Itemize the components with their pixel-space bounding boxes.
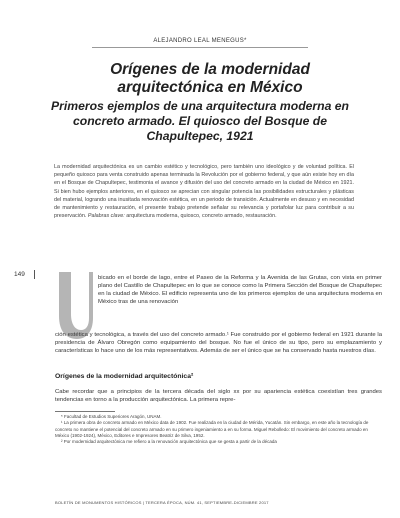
journal-footer: BOLETÍN DE MONUMENTOS HISTÓRICOS | TERCERA ÉPOCA, NÚM. 41, SEPTIEMBRE-DICIEMBRE 2017 — [55, 500, 269, 505]
drop-cap-letter — [55, 268, 93, 340]
author-divider — [92, 47, 308, 48]
abstract — [54, 163, 354, 220]
abstract-text: La modernidad arquitectónica es un cambio estético y tecnológico, pero también uno ideológico y de voluntad política. El pequeño quiosco para venta construido apenas terminada la Revolución por el gobierno federal, y que aún existe hoy en día en el Bosque de Chapultepec, testimonia el avance y difusión del uso del concreto armado en la ciudad de México en 1921. Si bien hubo ejemplos anteriores, en el quiosco se aprecian con singular potencia las posibilidades estructurales y plásticas del material, logrando una inusitada renovación estética, en un periodo de transición. Actualmente en desuso y en necesidad de mantenimiento y restauración, el presente trabajo pretende señalar su relevancia y portafolar luz para contribuir a su preservación. — [54, 164, 354, 220]
body-paragraph-1-continued: ción estética y tecnológica, a través del uso del concreto armado.¹ Fue construido por el gobierno federal en 1921 durante la presidencia de Álvaro Obregón como equipamiento del bosque. No fue el único de su tipo, pero su emplazamiento y características lo hace uno de los más representativos. Además de ser el único que se ha conservado hasta nuestros días. — [55, 332, 382, 355]
section-heading: Orígenes de la modernidad arquitectónica² — [55, 373, 194, 380]
footnote-item: ¹ La primera obra de concreto armado en México data de 1902. Fue realizada en la ciudad de Mérida, Yucatán. Sin embargo, en este año la tecnología de concreto no mantiene el potencial del concreto armado en su primero ingeniamiento a en su forma. Miguel Rebolledo: El movimiento del concreto armado en México (1902-1924), México, Editores e Impresores Beatriz de Silva, 1952. — [55, 420, 369, 438]
page-number: 149 — [14, 271, 25, 278]
footnote-divider — [55, 411, 115, 412]
footnote-item: * Facultad de Estudios Superiores Aragón, UNAM. — [61, 414, 162, 419]
footnote-item: ² Por modernidad arquitectónica me refiero a la renovación arquitectónica que se gesta a partir de la década — [61, 439, 277, 445]
keywords-text: arquitectura moderna, quiosco, concreto armado, restauración. — [126, 213, 277, 220]
footnotes — [55, 414, 382, 445]
page-number-marker — [34, 270, 35, 279]
article-title: Orígenes de la modernidad arquitectónica en México — [110, 61, 310, 96]
body-paragraph-2: Cabe recordar que a principios de la tercera década del siglo xx por su apariencia estética coexistían tres grandes tendencias en torno a la producción arquitectónica. La primera repre- — [55, 389, 382, 404]
article-subtitle: Primeros ejemplos de una arquitectura moderna en concreto armado. El quiosco del Bosque de Chapultepec, 1921 — [50, 99, 349, 143]
keywords-label: Palabras clave: — [87, 213, 125, 220]
body-paragraph-1-start: bicado en el borde de lago, entre el Paseo de la Reforma y la Avenida de las Grutas, con vista en primer plano del Castillo de Chapultepec en lo que se conoce como la Primera Sección del Bosque de Chapultepec en la ciudad de México. El edificio representa uno de los primeros ejemplos de una arquitectura moderna en México tras de una renovación — [98, 275, 382, 306]
author-name: ALEJANDRO LEAL MENEGUS* — [153, 38, 247, 44]
